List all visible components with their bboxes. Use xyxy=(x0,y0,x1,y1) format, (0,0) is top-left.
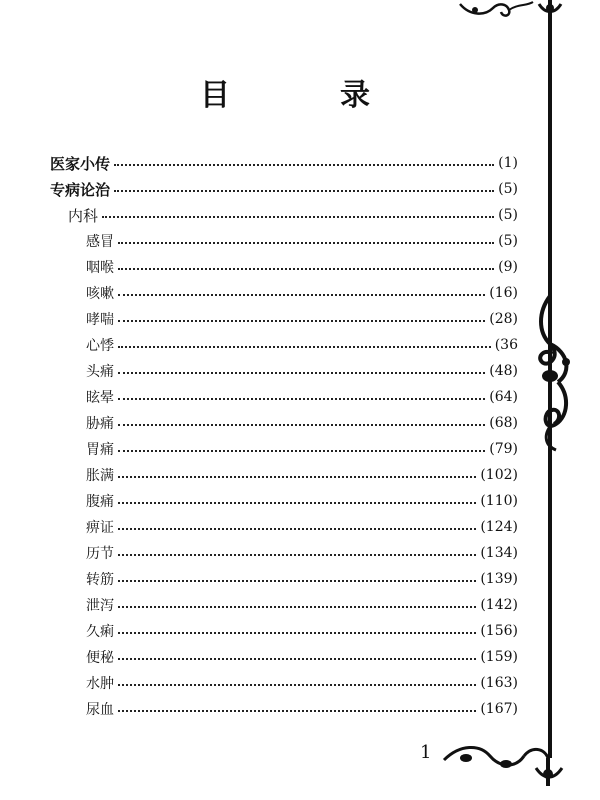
toc-entry-page: (9) xyxy=(498,259,518,275)
toc-entry-label: 眩晕 xyxy=(86,390,114,406)
toc-entry[interactable] xyxy=(86,437,518,461)
dot-leader xyxy=(118,268,494,270)
toc-entry[interactable] xyxy=(86,593,518,617)
toc-entry-label: 转筋 xyxy=(86,572,114,588)
toc-entry[interactable] xyxy=(86,489,518,513)
toc-entry[interactable] xyxy=(86,307,518,331)
toc-entry-label: 历节 xyxy=(86,546,114,562)
toc-entry-page: (124) xyxy=(480,519,518,535)
toc-entry-page: (167) xyxy=(480,701,518,717)
dot-leader xyxy=(118,606,476,608)
toc-entry-page: (68) xyxy=(489,415,518,431)
toc-entry-page: (64) xyxy=(489,389,518,405)
toc-entry[interactable] xyxy=(50,177,518,201)
toc-entry[interactable] xyxy=(86,333,518,357)
toc-entry[interactable] xyxy=(86,463,518,487)
toc-entry[interactable] xyxy=(86,281,518,305)
dot-leader xyxy=(114,164,494,166)
toc-entry[interactable] xyxy=(86,255,518,279)
toc-entry-label: 咳嗽 xyxy=(86,286,114,302)
dot-leader xyxy=(102,216,494,218)
toc-entry[interactable] xyxy=(86,619,518,643)
dot-leader xyxy=(118,658,476,660)
toc-entry-page: (36 xyxy=(494,337,518,353)
dot-leader xyxy=(118,294,485,296)
toc-entry-label: 泄泻 xyxy=(86,598,114,614)
toc-entry-label: 头痛 xyxy=(86,364,114,380)
dot-leader xyxy=(118,320,485,322)
dot-leader xyxy=(118,424,485,426)
toc-entry-label: 腹痛 xyxy=(86,494,114,510)
title-char-2: 录 xyxy=(340,78,370,113)
toc-entry[interactable] xyxy=(86,541,518,565)
toc-entry-label: 胁痛 xyxy=(86,416,114,432)
toc-entry-page: (142) xyxy=(480,597,518,613)
toc-entry-page: (134) xyxy=(480,545,518,561)
dot-leader xyxy=(114,190,494,192)
toc-entry-page: (48) xyxy=(489,363,518,379)
toc-entry-page: (102) xyxy=(480,467,518,483)
toc-entry-page: (5) xyxy=(498,181,518,197)
dot-leader xyxy=(118,346,491,348)
toc-entry-label: 痹证 xyxy=(86,520,114,536)
toc-entry-label: 水肿 xyxy=(86,676,114,692)
dot-leader xyxy=(118,632,476,634)
dot-leader xyxy=(118,476,476,478)
dot-leader xyxy=(118,580,476,582)
dot-leader xyxy=(118,502,476,504)
toc-entry[interactable] xyxy=(86,697,518,721)
title-char-1: 目 xyxy=(200,78,230,113)
toc-entry-label: 尿血 xyxy=(86,702,114,718)
toc-entry[interactable] xyxy=(86,385,518,409)
toc-entry-page: (16) xyxy=(489,285,518,301)
toc-entry-label: 感冒 xyxy=(86,234,114,250)
toc-entry[interactable] xyxy=(86,229,518,253)
dot-leader xyxy=(118,242,494,244)
toc-entry-page: (5) xyxy=(498,233,518,249)
toc-entry[interactable] xyxy=(86,645,518,669)
toc-entry-label: 胀满 xyxy=(86,468,114,484)
toc-entry-label: 医家小传 xyxy=(50,154,111,173)
toc-entry-page: (28) xyxy=(489,311,518,327)
toc-entry[interactable] xyxy=(68,203,518,227)
toc-entry-page: (159) xyxy=(480,649,518,665)
toc-entry-label: 咽喉 xyxy=(86,260,114,276)
toc-entry-page: (139) xyxy=(480,571,518,587)
toc-entry-label: 内科 xyxy=(68,206,99,225)
toc-entry[interactable] xyxy=(86,359,518,383)
toc-entry-label: 久痢 xyxy=(86,624,114,640)
toc-entry[interactable] xyxy=(86,411,518,435)
toc-entry-label: 胃痛 xyxy=(86,442,114,458)
toc-entry-page: (79) xyxy=(489,441,518,457)
toc-entry[interactable] xyxy=(86,567,518,591)
dot-leader xyxy=(118,528,476,530)
toc-entry[interactable] xyxy=(86,515,518,539)
toc-entry-page: (156) xyxy=(480,623,518,639)
dot-leader xyxy=(118,684,476,686)
dot-leader xyxy=(118,554,476,556)
dot-leader xyxy=(118,372,485,374)
toc-entry[interactable] xyxy=(50,151,518,175)
toc-entry-page: (163) xyxy=(480,675,518,691)
toc-entry-label: 哮喘 xyxy=(86,312,114,328)
toc-entry-page: (5) xyxy=(498,207,518,223)
toc-entry-label: 专病论治 xyxy=(50,180,111,199)
page-number: 1 xyxy=(420,742,432,763)
toc-entry[interactable] xyxy=(86,671,518,695)
toc-entry-label: 心悸 xyxy=(86,338,114,354)
toc-entry-page: (1) xyxy=(498,155,518,171)
dot-leader xyxy=(118,450,485,452)
dot-leader xyxy=(118,710,476,712)
dot-leader xyxy=(118,398,485,400)
toc-entry-label: 便秘 xyxy=(86,650,114,666)
toc-entry-page: (110) xyxy=(480,493,518,509)
